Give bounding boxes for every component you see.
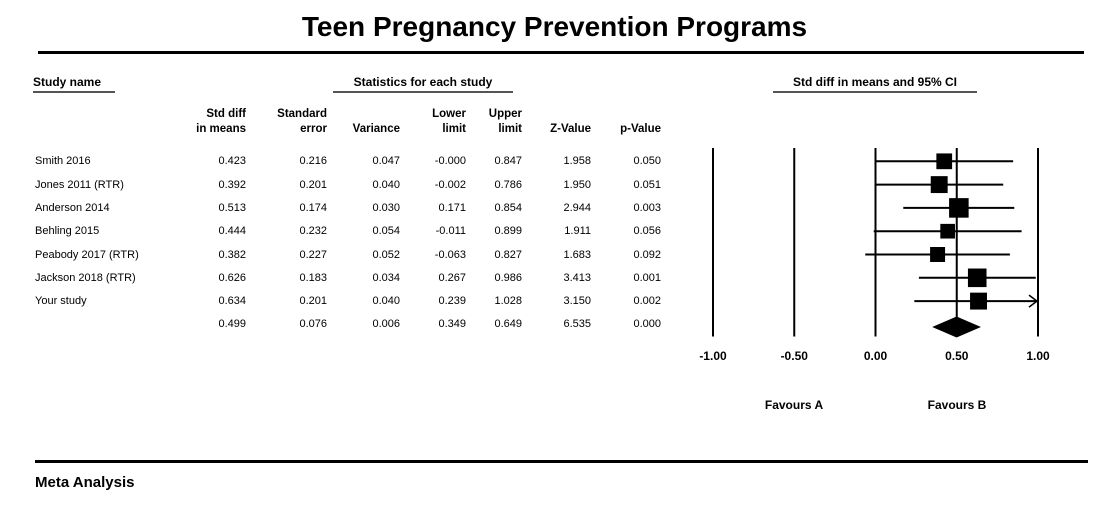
- cell-std_err: 0.076: [299, 318, 327, 331]
- study-name: Smith 2016: [35, 155, 91, 168]
- footer-label: Meta Analysis: [35, 474, 135, 491]
- cell-upper: 0.899: [494, 225, 522, 238]
- column-header: Lower limit: [432, 108, 466, 135]
- effect-square: [936, 153, 952, 169]
- cell-lower: 0.267: [438, 271, 466, 284]
- axis-tick-label: -1.00: [699, 349, 727, 363]
- effect-square: [940, 224, 955, 239]
- cell-std_diff: 0.499: [218, 318, 246, 331]
- column-header: p-Value: [620, 123, 661, 135]
- column-header: Std diff in means: [196, 108, 246, 135]
- cell-upper: 1.028: [494, 295, 522, 308]
- cell-p: 0.051: [633, 178, 661, 191]
- cell-std_err: 0.227: [299, 248, 327, 261]
- cell-p: 0.003: [633, 201, 661, 214]
- cell-variance: 0.006: [372, 318, 400, 331]
- cell-std_diff: 0.444: [218, 225, 246, 238]
- cell-upper: 0.786: [494, 178, 522, 191]
- cell-p: 0.092: [633, 248, 661, 261]
- cell-upper: 0.827: [494, 248, 522, 261]
- section-header-ci-plot: Std diff in means and 95% CI: [773, 76, 977, 93]
- study-name: Behling 2015: [35, 225, 100, 238]
- cell-std_err: 0.183: [299, 271, 327, 284]
- cell-std_diff: 0.382: [218, 248, 246, 261]
- favours-b-label: Favours B: [927, 398, 987, 412]
- axis-tick-label: -0.50: [780, 349, 808, 363]
- cell-std_err: 0.201: [299, 295, 327, 308]
- favours-a-label: Favours A: [764, 398, 824, 412]
- cell-z: 3.150: [563, 295, 591, 308]
- cell-lower: -0.011: [435, 225, 466, 238]
- column-header: Standard error: [277, 108, 327, 135]
- cell-p: 0.056: [633, 225, 661, 238]
- cell-z: 1.958: [563, 155, 591, 168]
- effect-square: [931, 176, 948, 193]
- cell-std_diff: 0.392: [218, 178, 246, 191]
- cell-upper: 0.649: [494, 318, 522, 331]
- axis-tick-label: 0.50: [945, 349, 969, 363]
- cell-p: 0.050: [633, 155, 661, 168]
- cell-lower: -0.000: [434, 155, 466, 168]
- cell-variance: 0.034: [372, 271, 400, 284]
- cell-lower: 0.239: [438, 295, 466, 308]
- column-header: Variance: [352, 123, 400, 135]
- cell-std_diff: 0.626: [218, 271, 246, 284]
- cell-z: 2.944: [563, 201, 591, 214]
- cell-std_err: 0.174: [299, 201, 327, 214]
- cell-z: 1.683: [563, 248, 591, 261]
- cell-variance: 0.047: [372, 155, 400, 168]
- section-header-study-name: Study name: [33, 76, 115, 93]
- study-name: Your study: [35, 295, 87, 308]
- axis-tick-label: 1.00: [1026, 349, 1050, 363]
- cell-variance: 0.040: [372, 295, 400, 308]
- effect-square: [949, 198, 969, 218]
- cell-upper: 0.854: [494, 201, 522, 214]
- cell-z: 6.535: [563, 318, 591, 331]
- summary-diamond: [932, 317, 981, 338]
- study-name: Jackson 2018 (RTR): [35, 271, 136, 284]
- section-header-statistics: Statistics for each study: [333, 76, 513, 93]
- study-name: Anderson 2014: [35, 201, 110, 214]
- cell-variance: 0.052: [372, 248, 400, 261]
- cell-p: 0.000: [633, 318, 661, 331]
- cell-p: 0.002: [633, 295, 661, 308]
- cell-std_err: 0.232: [299, 225, 327, 238]
- cell-std_diff: 0.634: [218, 295, 246, 308]
- cell-std_err: 0.201: [299, 178, 327, 191]
- bottom-divider: [35, 460, 1088, 463]
- cell-upper: 0.986: [494, 271, 522, 284]
- cell-variance: 0.054: [372, 225, 400, 238]
- cell-lower: 0.171: [438, 201, 466, 214]
- column-header: Upper limit: [488, 108, 522, 135]
- study-name: Peabody 2017 (RTR): [35, 248, 139, 261]
- chart-title: Teen Pregnancy Prevention Programs: [301, 11, 808, 42]
- study-name: Jones 2011 (RTR): [35, 178, 124, 191]
- cell-p: 0.001: [633, 271, 661, 284]
- cell-std_err: 0.216: [299, 155, 327, 168]
- cell-lower: -0.063: [434, 248, 466, 261]
- cell-z: 3.413: [563, 271, 591, 284]
- cell-variance: 0.030: [372, 201, 400, 214]
- cell-z: 1.950: [563, 178, 591, 191]
- cell-z: 1.911: [564, 225, 591, 238]
- axis-tick-label: 0.00: [863, 349, 888, 363]
- cell-lower: 0.349: [438, 318, 466, 331]
- column-header: Z-Value: [550, 123, 591, 135]
- cell-variance: 0.040: [372, 178, 400, 191]
- cell-lower: -0.002: [434, 178, 466, 191]
- effect-square: [970, 293, 987, 310]
- cell-upper: 0.847: [494, 155, 522, 168]
- cell-std_diff: 0.513: [218, 201, 246, 214]
- cell-std_diff: 0.423: [218, 155, 246, 168]
- effect-square: [930, 247, 945, 262]
- effect-square: [968, 269, 987, 288]
